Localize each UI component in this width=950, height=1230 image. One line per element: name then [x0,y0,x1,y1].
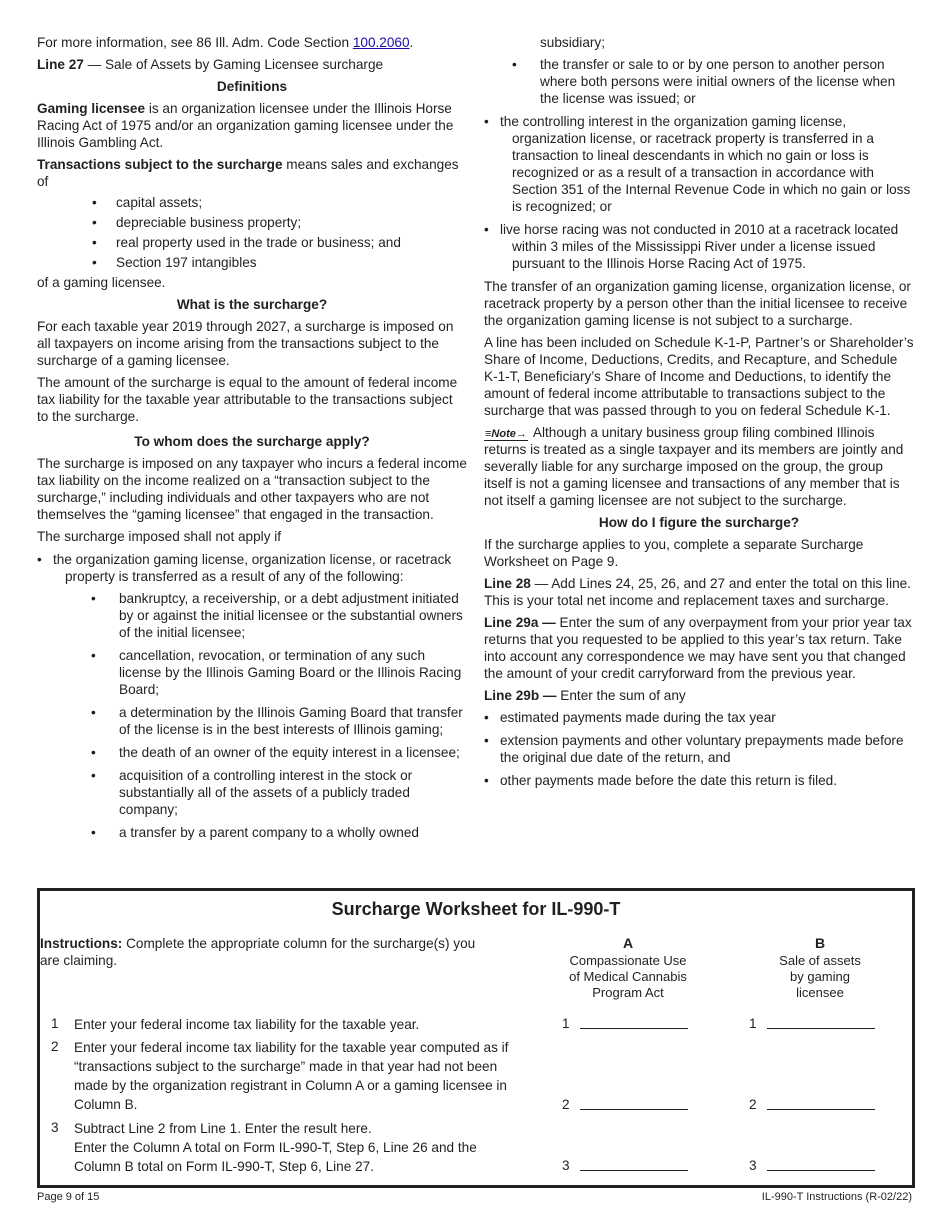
list-item: • extension payments and other voluntary prepayments made before the original due date of the return, and [484,732,914,766]
left-column [37,34,467,847]
exceptions-list [37,551,467,841]
transactions-list [37,194,467,271]
note-paragraph: ≡Note→ Although a unitary business group filing combined Illinois returns is treated as a single taxpayer and its members are jointly and severally liable for any surcharge imposed on the group, the group itself is not a gaming licensee and transactions of any member that is not itself a gaming licensee are not subject to the surcharge. [484,425,904,508]
page-number: Page 9 of 15 [37,1191,100,1203]
whom-paragraph-2: The surcharge imposed shall not apply if [37,529,282,544]
list-item: • the transfer or sale to or by one person to another person where both persons were initial owners of the license when the license was issued; or [484,56,914,107]
exceptions-list-continued [484,113,914,272]
list-item: • the controlling interest in the organization gaming license, organization license, or racetrack property is transferred in a transaction to lineal descendants in which no gain or loss is recognized or as a result of a transaction in accordance with Section 351 of the Internal Revenue Code in which no gain or loss is recognized; or [484,113,914,215]
list-item: • capital assets; [37,194,467,211]
list-item: • the organization gaming license, organization license, or racetrack property is transferred as a result of any of the following: • bankruptcy, a receivership, or a debt adjustment initiated by or against the initial licensee or the substantial owners of the initial licensee; • cancellation, revocation, or termination of any such license by the Illinois Gaming Board or the Illinois Racing Board; • a determination by the Illinois Gaming Board that transfer of the license is in the best interests of Illinois gaming; • the death of an owner of the equity interest in a licensee; • acquisition of a controlling interest in the stock or substantially all of the assets of a publicly traded company; • a transfer by a parent company to a wholly owned [37,551,467,841]
line29b-paragraph: Line 29b — Enter the sum of any [484,688,686,703]
list-item: • the death of an owner of the equity interest in a licensee; [65,744,467,761]
right-column [484,34,914,795]
sub-exceptions-list-continued [484,56,914,107]
list-item: • other payments made before the date this return is filed. [484,772,914,789]
k1-paragraph: A line has been included on Schedule K-1-P, Partner’s or Shareholder’s Share of Income, Deductions, Credits, and Recapture, and Schedule K-1-T, Beneficiary’s Share of Income and Deductions, to identify the amount of federal income attributable to transactions subject to the surcharge that was passed through to you on federal Schedule K-1. [484,335,914,418]
list-item: • estimated payments made during the tax year [484,709,914,726]
what-heading: What is the surcharge? [176,297,328,312]
definitions-heading: Definitions [216,79,288,94]
list-item: • a transfer by a parent company to a wholly owned [65,824,467,841]
sub-exceptions-list [65,590,467,841]
transactions-definition: Transactions subject to the surcharge means sales and exchanges of [37,157,459,189]
code-section-link[interactable]: 100.2060 [352,35,410,50]
column-b-header: B Sale of assets by gaming licensee [779,935,861,1000]
list-item: • Section 197 intangibles [37,254,467,271]
list-item: • bankruptcy, a receivership, or a debt adjustment initiated by or against the initial licensee or the substantial owners of the initial licensee; [65,590,467,641]
gaming-licensee-definition: Gaming licensee is an organization licensee under the Illinois Horse Racing Act of 1975 and/or an organization gaming licensee under the Illinois Gambling Act. [37,101,454,150]
list-item: • cancellation, revocation, or termination of any such license by the Illinois Gaming Board or the Illinois Racing Board; [65,647,467,698]
column-a-header: A Compassionate Use of Medical Cannabis Program Act [569,935,687,1000]
how-heading: How do I figure the surcharge? [598,515,800,530]
line27-heading: Line 27 — Sale of Assets by Gaming Licensee surcharge [37,57,384,72]
note-arrow-icon: ≡Note→ [485,428,527,440]
sub-item-continued: subsidiary; [540,35,605,50]
what-paragraph-1: For each taxable year 2019 through 2027, a surcharge is imposed on all taxpayers on income arising from the transactions subject to the surcharge of a gaming licensee. [37,319,454,368]
how-paragraph: If the surcharge applies to you, complete a separate Surcharge Worksheet on Page 9. [484,537,864,569]
line28-paragraph: Line 28 — Add Lines 24, 25, 26, and 27 and enter the total on this line. This is your total net income and replacement taxes and surcharge. [484,576,911,608]
form-revision: IL-990-T Instructions (R-02/22) [761,1191,912,1203]
transfer-paragraph: The transfer of an organization gaming license, organization license, or racetrack property by a person other than the initial licensee to receive the organization gaming license is not subject to a surcharge. [484,279,911,328]
more-info-paragraph: For more information, see 86 Ill. Adm. Code Section 100.2060. [37,35,414,50]
worksheet-title: Surcharge Worksheet for IL-990-T [331,899,621,919]
worksheet-instructions: Instructions: Complete the appropriate column for the surcharge(s) you are claiming. [40,936,476,968]
list-item: • real property used in the trade or business; and [37,234,467,251]
whom-paragraph-1: The surcharge is imposed on any taxpayer who incurs a federal income tax liability on the income realized on a “transaction subject to the surcharge,” including individuals and other taxpayers who are not themselves the “gaming licensee” that engaged in the transaction. [37,456,467,522]
list-item: • depreciable business property; [37,214,467,231]
transactions-after: of a gaming licensee. [37,275,166,290]
surcharge-worksheet: Surcharge Worksheet for IL-990-T Instructions: Complete the appropriate column for the surcharge(s) you are claiming. A Compassionate Use of Medical Cannabis Program Act B Sale of assets by gaming licensee 1 Enter your federal income tax liability for the taxable year. 1 1 2 Enter your federal income tax liability for the taxable year computed as if “transactions subject to the surcharge” made in that year had not been made by the organization registrant in Column A or a gaming licensee in Column B. 2 2 3 Subtract Line 2 from Line 1. Enter the result here. Enter the Column A total on Form IL-990-T, Step 6, Line 26 and the Column B total on Form IL-990-T, Step 6, Line 27. 3 3 [37,888,915,1188]
list-item: • a determination by the Illinois Gaming Board that transfer of the license is in the best interests of Illinois gaming; [65,704,467,738]
line29a-paragraph: Line 29a — Enter the sum of any overpayment from your prior year tax returns that you requested to be applied to this year’s tax return. Take into account any correspondence we may have sent you that changed the amount of your credit carryforward from the previous year. [484,615,912,681]
list-item: • live horse racing was not conducted in 2010 at a racetrack located within 3 miles of the Mississippi River under a license issued pursuant to the Illinois Horse Racing Act of 1975. [484,221,914,272]
line29b-list [484,709,914,789]
list-item: • acquisition of a controlling interest in the stock or substantially all of the assets of a publicly traded company; [65,767,467,818]
whom-heading: To whom does the surcharge apply? [134,434,370,449]
what-paragraph-2: The amount of the surcharge is equal to the amount of federal income tax liability for the taxable year attributable to the transactions subject to the surcharge. [37,375,458,424]
